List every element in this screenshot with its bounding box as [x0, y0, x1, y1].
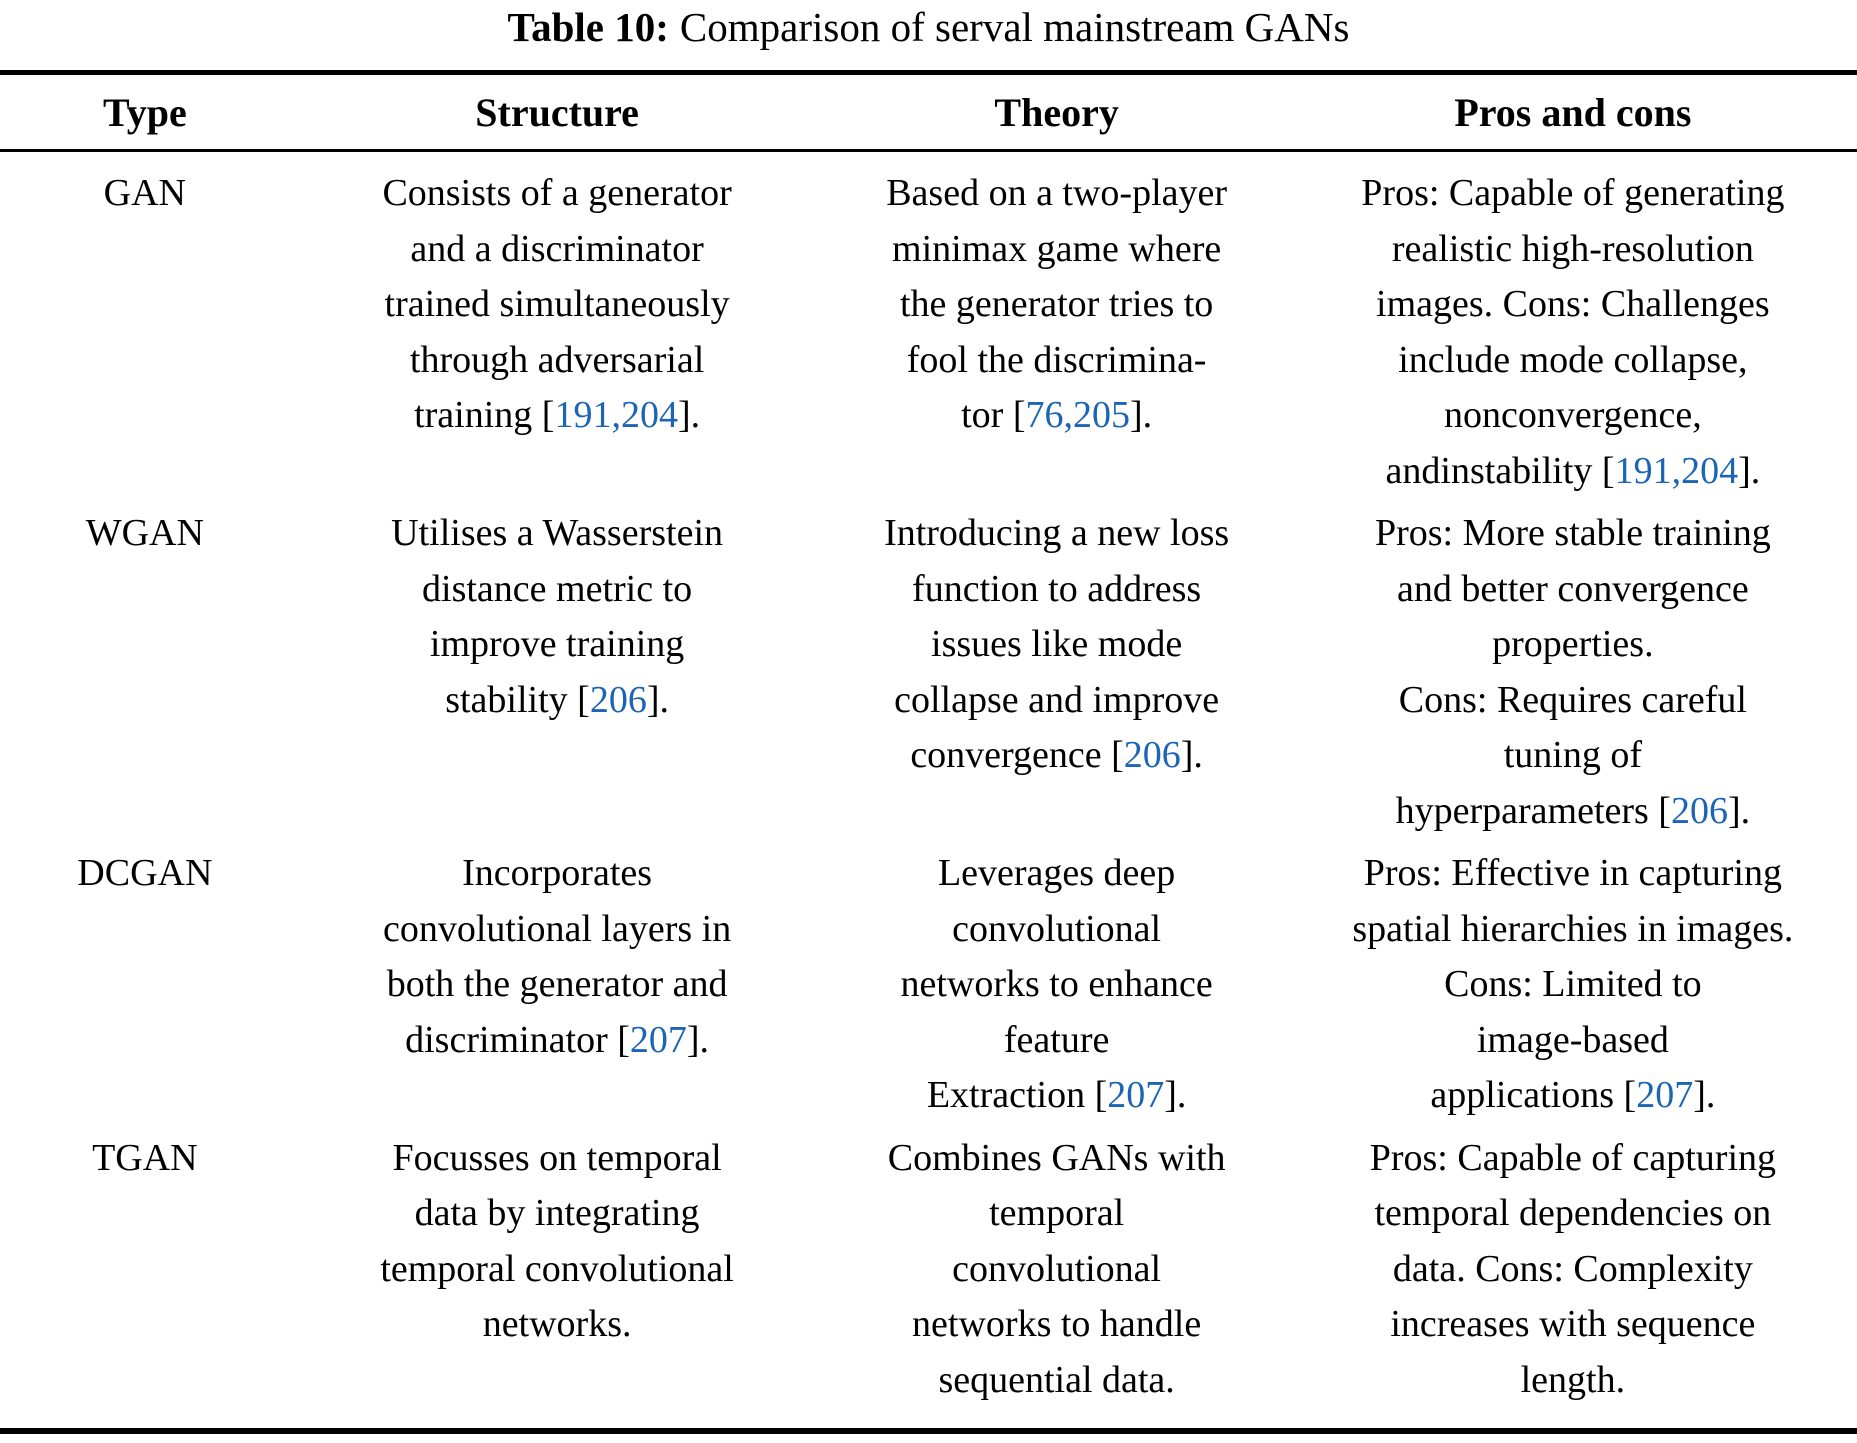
- text-segment: Cons: Requires careful: [1398, 678, 1747, 721]
- text-segment: realistic high-resolution: [1391, 227, 1754, 270]
- text-line: [829, 388, 1285, 444]
- table-row: [0, 1124, 1857, 1432]
- text-line: [1293, 728, 1853, 784]
- text-segment: distance metric to: [422, 567, 693, 610]
- text-line: [1293, 902, 1853, 958]
- text-line: [829, 333, 1285, 389]
- text-segment: hyperparameters [: [1395, 789, 1671, 832]
- text-segment: collapse and improve: [894, 678, 1220, 721]
- text-line: [1293, 784, 1853, 840]
- text-segment: ].: [1129, 394, 1153, 436]
- text-segment: convolutional: [952, 1247, 1162, 1290]
- header-row: [0, 73, 1857, 151]
- type-cell-gan: [0, 151, 290, 500]
- text-line: [829, 1242, 1285, 1298]
- text-segment: Pros: Capable of capturing: [1369, 1136, 1777, 1179]
- text-segment: function to address: [912, 567, 1202, 610]
- text-line: [1293, 562, 1853, 618]
- text-line: [829, 617, 1285, 673]
- structure-cell: [290, 1124, 825, 1432]
- text-line: [294, 846, 821, 902]
- pros-cons-cell: [1289, 1124, 1857, 1432]
- text-line: [1293, 222, 1853, 278]
- text-line: [294, 333, 821, 389]
- text-line: [829, 957, 1285, 1013]
- text-line: [294, 957, 821, 1013]
- text-segment: through adversarial: [409, 338, 705, 381]
- text-line: [1293, 673, 1853, 729]
- text-segment: Incorporates: [462, 852, 653, 894]
- text-line: [294, 902, 821, 958]
- text-segment: tuning of: [1503, 734, 1643, 776]
- text-line: [829, 1068, 1285, 1124]
- text-segment: Pros: Effective in capturing: [1363, 852, 1782, 894]
- text-line: [294, 222, 821, 278]
- column-header-type: Type: [0, 73, 290, 151]
- text-segment: Consists of a generator: [382, 172, 732, 214]
- text-line: [1293, 1297, 1853, 1353]
- text-segment: ].: [1693, 1074, 1716, 1116]
- text-line: [829, 728, 1285, 784]
- gan-type-label: WGAN: [85, 512, 204, 554]
- text-line: [829, 222, 1285, 278]
- table-caption: [0, 0, 1857, 70]
- text-segment: issues like mode: [931, 623, 1183, 665]
- text-segment: both the generator and: [386, 963, 728, 1005]
- text-line: [829, 166, 1285, 222]
- text-line: [294, 1186, 821, 1242]
- text-segment: ].: [677, 394, 701, 436]
- text-segment: increases with sequence: [1390, 1303, 1756, 1345]
- gan-type-label: TGAN: [92, 1136, 198, 1179]
- text-line: [829, 1353, 1285, 1409]
- text-line: [294, 277, 821, 333]
- gan-type-label: GAN: [103, 172, 186, 214]
- column-header-theory: Theory: [825, 73, 1289, 151]
- text-segment: training [: [414, 394, 555, 436]
- text-segment: nonconvergence,: [1443, 394, 1702, 436]
- gan-type-label: DCGAN: [77, 852, 213, 894]
- text-line: [294, 1297, 821, 1353]
- text-segment: spatial hierarchies in images.: [1352, 907, 1794, 950]
- text-line: [294, 673, 821, 729]
- text-line: [829, 277, 1285, 333]
- text-line: [1293, 444, 1853, 500]
- text-segment: ].: [1180, 734, 1203, 776]
- text-segment: andinstability [: [1385, 449, 1615, 492]
- text-segment: temporal: [989, 1192, 1125, 1234]
- text-line: [294, 617, 821, 673]
- text-segment: properties.: [1492, 623, 1654, 665]
- table-row: [0, 839, 1857, 1124]
- text-line: [1293, 1186, 1853, 1242]
- text-segment: networks to handle: [912, 1303, 1202, 1345]
- theory-cell: [825, 151, 1289, 500]
- text-segment: networks.: [482, 1303, 632, 1345]
- text-line: [829, 562, 1285, 618]
- text-line: [294, 1242, 821, 1298]
- text-segment: and a discriminator: [410, 227, 704, 270]
- pros-cons-cell: [1289, 151, 1857, 500]
- citation-link[interactable]: 207: [1636, 1074, 1694, 1116]
- structure-cell: [290, 151, 825, 500]
- text-segment: Combines GANs with: [887, 1136, 1226, 1179]
- citation-link[interactable]: 206: [1123, 734, 1181, 776]
- text-line: [1293, 1353, 1853, 1409]
- text-segment: ].: [1164, 1074, 1187, 1116]
- text-segment: fool the discrimina-: [906, 338, 1207, 381]
- text-line: [294, 1131, 821, 1187]
- text-segment: data by integrating: [414, 1192, 700, 1234]
- type-cell-dcgan: [0, 839, 290, 1124]
- type-cell-tgan: [0, 1124, 290, 1432]
- text-line: [1293, 506, 1853, 562]
- table-caption-label: Table 10:: [507, 4, 669, 50]
- column-header-pros-and-cons: Pros and cons: [1289, 73, 1857, 151]
- text-line: [1293, 388, 1853, 444]
- text-segment: ].: [1727, 789, 1751, 832]
- text-segment: length.: [1520, 1358, 1626, 1401]
- text-segment: discriminator [: [405, 1018, 630, 1061]
- citation-link[interactable]: 191,204: [554, 394, 678, 436]
- text-segment: feature: [1003, 1018, 1110, 1061]
- text-segment: ].: [1738, 449, 1761, 492]
- pros-cons-cell: [1289, 499, 1857, 839]
- text-line: [1293, 277, 1853, 333]
- citation-link[interactable]: 191,204: [1614, 449, 1739, 492]
- table-caption-text: Comparison of serval mainstream GANs: [679, 4, 1350, 50]
- text-segment: convergence [: [910, 734, 1124, 776]
- text-segment: include mode collapse,: [1398, 338, 1748, 381]
- text-line: [294, 166, 821, 222]
- text-line: [829, 1186, 1285, 1242]
- pros-cons-cell: [1289, 839, 1857, 1124]
- citation-link[interactable]: 206: [589, 678, 647, 721]
- column-header-structure: Structure: [290, 73, 825, 151]
- citation-link[interactable]: 76,205: [1025, 394, 1130, 436]
- text-segment: stability [: [445, 678, 590, 721]
- text-line: [294, 388, 821, 444]
- text-segment: convolutional layers in: [382, 907, 732, 950]
- text-segment: Utilises a Wasserstein: [391, 512, 724, 554]
- citation-link[interactable]: 207: [629, 1018, 687, 1061]
- text-line: [1293, 333, 1853, 389]
- text-segment: temporal convolutional: [380, 1247, 734, 1290]
- text-segment: improve training: [429, 623, 685, 665]
- gan-comparison-table: [0, 70, 1857, 1434]
- text-segment: Introducing a new loss: [884, 512, 1230, 554]
- text-line: [1293, 617, 1853, 673]
- text-segment: Focusses on temporal: [392, 1136, 722, 1179]
- text-segment: applications [: [1430, 1074, 1637, 1116]
- citation-link[interactable]: 207: [1107, 1074, 1165, 1116]
- text-line: [1293, 846, 1853, 902]
- text-line: [1293, 957, 1853, 1013]
- text-segment: temporal dependencies on: [1374, 1192, 1772, 1234]
- text-segment: tor [: [961, 394, 1026, 436]
- text-line: [1293, 1131, 1853, 1187]
- text-line: [294, 1013, 821, 1069]
- text-segment: Based on a two-player: [886, 172, 1228, 214]
- text-line: [829, 506, 1285, 562]
- text-line: [829, 1013, 1285, 1069]
- structure-cell: [290, 839, 825, 1124]
- text-line: [829, 673, 1285, 729]
- structure-cell: [290, 499, 825, 839]
- text-segment: Extraction [: [926, 1074, 1108, 1116]
- text-segment: ].: [646, 678, 669, 721]
- text-line: [829, 1297, 1285, 1353]
- text-segment: the generator tries to: [899, 283, 1214, 325]
- text-segment: and better convergence: [1397, 567, 1749, 610]
- text-segment: Cons: Limited to: [1444, 963, 1702, 1005]
- theory-cell: [825, 499, 1289, 839]
- text-segment: Leverages deep: [937, 852, 1176, 894]
- text-segment: images. Cons: Challenges: [1376, 283, 1770, 325]
- theory-cell: [825, 1124, 1289, 1432]
- table-row: [0, 151, 1857, 500]
- text-line: [294, 562, 821, 618]
- text-line: [294, 506, 821, 562]
- text-segment: data. Cons: Complexity: [1392, 1247, 1753, 1290]
- text-line: [829, 846, 1285, 902]
- text-segment: Pros: More stable training: [1374, 512, 1771, 554]
- text-line: [1293, 1013, 1853, 1069]
- text-segment: trained simultaneously: [384, 283, 730, 325]
- text-line: [1293, 166, 1853, 222]
- text-segment: image-based: [1476, 1018, 1669, 1061]
- table-body: [0, 151, 1857, 1432]
- text-line: [829, 1131, 1285, 1187]
- text-line: [1293, 1068, 1853, 1124]
- theory-cell: [825, 839, 1289, 1124]
- text-segment: minimax game where: [892, 227, 1222, 270]
- text-segment: convolutional: [952, 907, 1162, 950]
- text-segment: Pros: Capable of generating: [1361, 172, 1785, 214]
- text-line: [829, 902, 1285, 958]
- text-line: [1293, 1242, 1853, 1298]
- citation-link[interactable]: 206: [1670, 789, 1728, 832]
- type-cell-wgan: [0, 499, 290, 839]
- text-segment: ].: [686, 1018, 710, 1061]
- table-row: [0, 499, 1857, 839]
- text-segment: networks to enhance: [900, 963, 1213, 1005]
- text-segment: sequential data.: [938, 1358, 1175, 1401]
